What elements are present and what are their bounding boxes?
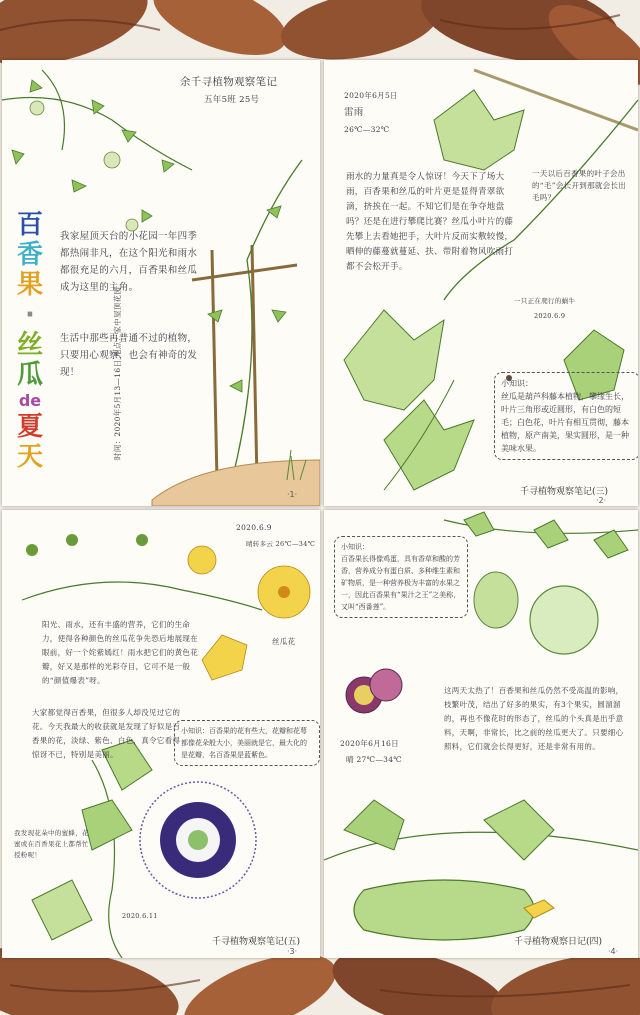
knowledge-box	[494, 372, 638, 460]
small-date: 2020.6.11	[122, 912, 158, 920]
title-char: 百	[16, 210, 43, 240]
page-footer: 千寻植物观察笔记(五)	[212, 937, 301, 947]
page-number: ·2·	[596, 496, 607, 505]
title-char: 天	[16, 442, 43, 472]
weather: 晴转多云 26℃—34℃	[246, 540, 316, 548]
knowledge-title: 小知识：	[341, 543, 369, 551]
title-char: 瓜	[16, 360, 43, 390]
entry-body: 雨水的力量真是令人惊讶！今天下了场大雨，百香果和丝瓜的叶片更是显得青翠欲滴，挤挨在一起。不知它们是在争夺地盘吗？还是在进行攀爬比赛？丝瓜小叶片的藤先攀上去看她把手，大叶片反而实敷较慢，晒伸的藤蔓就蔓延、扶、带附着物风吹雨打都不会松开手。	[346, 172, 514, 272]
entry-date: 2020年6月16日	[340, 739, 399, 748]
class-info: 五年5班 25号	[204, 95, 260, 105]
entry-body-2: 大家都觉得百香果，但很多人却没见过它的花。今天我最大的收获就是发现了好似是百香果的花，淡绿、紫色、白色，真令它看得惊讶不已，特别是美丽。	[32, 708, 181, 759]
page-number: ·4·	[608, 947, 619, 956]
page-number: ·1·	[287, 490, 298, 499]
title-vertical	[12, 210, 48, 472]
entry-date: 2020年6月5日	[344, 91, 398, 100]
knowledge-box: 小知识：百香果的花有些大，花瓣和花萼都像花朵般大小，美丽就是它，最大化的是花瓣，名百香果是蓝紫色。	[174, 720, 320, 766]
snail-caption-date: 2020.6.9	[534, 312, 566, 320]
page-header: 余千寻植物观察笔记	[180, 76, 278, 88]
knowledge-title: 小知识：	[501, 379, 533, 388]
intro-paragraph-2: 生活中那些再普通不过的植物，只要用心观察，也会有神奇的发现！	[60, 333, 198, 378]
intro-paragraph: 我家屋顶天台的小花园一年四季都热闹非凡，在这个阳光和雨水都很充足的六月，百香果和丝瓜成为这里的主角。	[60, 231, 198, 293]
snail-caption: 一只正在爬行的蜗牛	[514, 297, 576, 305]
knowledge-text: 丝瓜是葫芦科藤本植物，攀缘生长，叶片三角形或近圆形，有白色的短毛；白色花，叶片有相互贯彻，藤本植物，原产南美，果实圆形，是一种美味水果。	[501, 392, 629, 453]
journal-page-4	[324, 510, 638, 958]
journal-page-2	[324, 60, 638, 506]
callout-note: 一天以后百香果的叶子会出的“毛”会长开到那就会长出毛吗？	[532, 169, 627, 202]
journal-page-1	[2, 60, 320, 506]
page-number: ·3·	[287, 947, 298, 956]
weather: 晴 27℃—34℃	[346, 755, 402, 764]
page-footer: 千寻植物观察笔记(三)	[520, 487, 609, 497]
weather: 雷雨	[344, 107, 364, 118]
entry-body: 这两天太热了！百香果和丝瓜仍然不受高温的影响，枝繁叶茂，结出了好多的果实，有3个果实，圆溜溜的，再也不像花时的形态了，丝瓜的个头真是出乎意料，天啊，非常长，比之前的丝瓜更大了。只要细心照料，它们就会长得更好，还是非常有用的。	[444, 686, 624, 751]
title-char: 果	[16, 270, 43, 300]
title-char: 香	[16, 240, 43, 270]
title-char: de	[18, 391, 42, 410]
page-footer: 千寻植物观察日记(四)	[514, 937, 603, 947]
flower-label: 丝瓜花	[272, 637, 296, 646]
entry-body: 阳光、雨水，还有丰盛的营养，它们的生命力，使得各种颜色的丝瓜花争先恐后地展现在眼前，好一个姹紫嫣红！雨水把它们的黄色花瓣，好又是那样的光彩夺目，它可不是一般的“颜值爆表”呀。	[42, 620, 198, 685]
journal-page-3	[2, 510, 320, 958]
time-location-note: 时间：2020年5月13—16日 地点：家中屋顶花园	[113, 286, 122, 460]
bee-note: 我发现花朵中的蜜蜂，花蜜或在百香果花上都帮忙授粉呢！	[14, 829, 89, 859]
title-char: ·	[25, 300, 35, 330]
title-char: 夏	[16, 412, 43, 442]
knowledge-text: 百香果长得像鸡蛋，具有香草和酸的芳香，营养成分有蛋白质、多种维生素和矿物质，是一种营养极为丰富的水果之一，因此百香果有“果汁之王”之美称，又叫“西番莲”。	[341, 555, 461, 611]
knowledge-box	[334, 536, 468, 618]
temperature: 26℃—32℃	[344, 125, 390, 134]
title-char: 丝	[16, 330, 43, 360]
entry-date: 2020.6.9	[236, 523, 272, 532]
